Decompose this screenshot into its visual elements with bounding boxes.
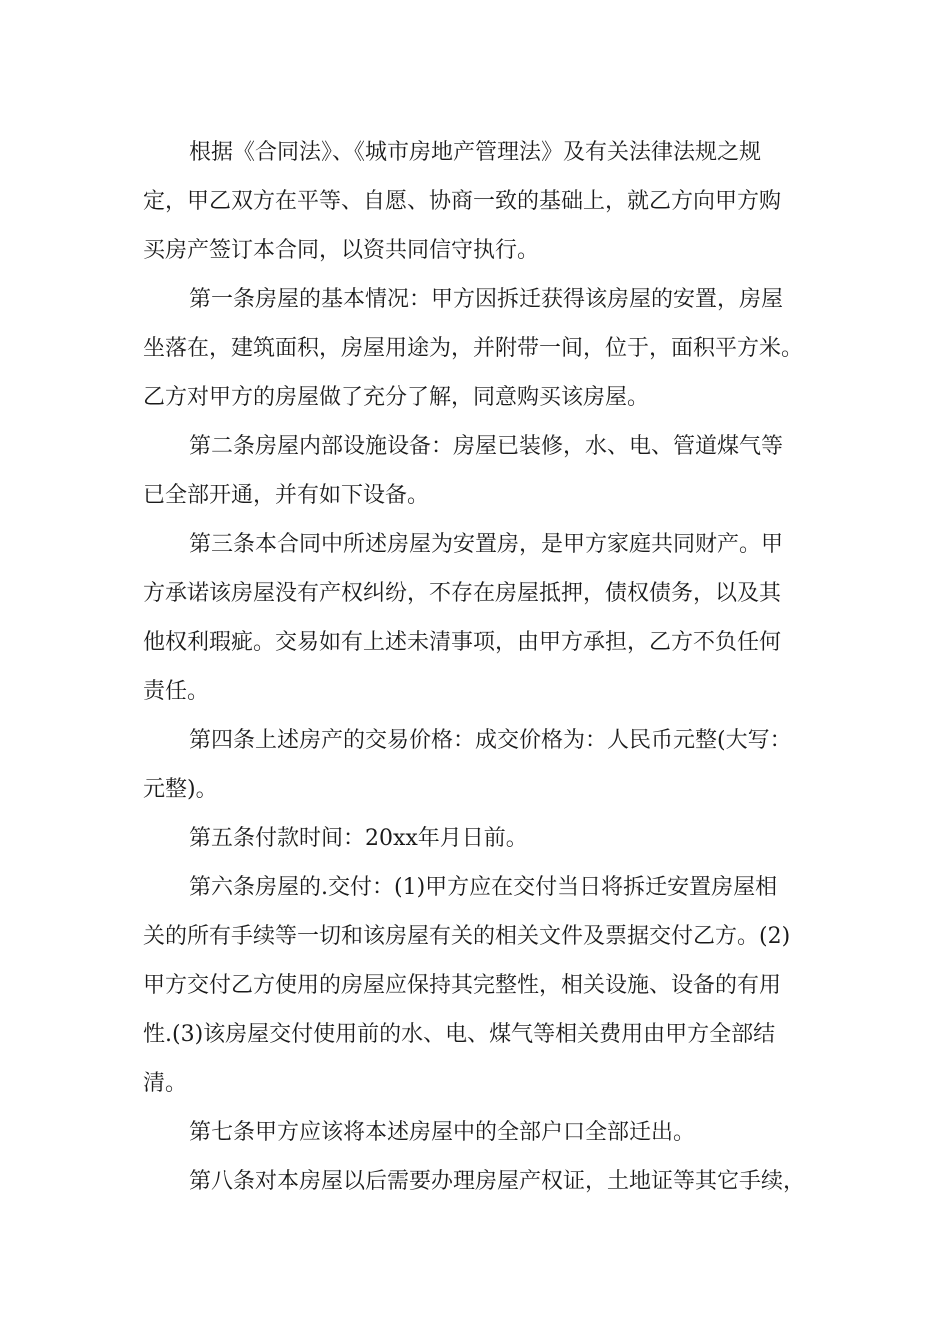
paragraph-line: 第八条对本房屋以后需要办理房屋产权证，土地证等其它手续， [189,1169,806,1194]
paragraph-line: 甲方交付乙方使用的房屋应保持其完整性，相关设施、设备的有用 [143,973,782,998]
paragraph-line: 第一条房屋的基本情况：甲方因拆迁获得该房屋的安置，房屋 [189,287,784,312]
paragraph-line: 坐落在，建筑面积，房屋用途为，并附带一间，位于，面积平方米。 [143,336,804,361]
paragraph-line: 性.(3)该房屋交付使用前的水、电、煤气等相关费用由甲方全部结 [143,1022,776,1047]
paragraph-line: 定，甲乙双方在平等、自愿、协商一致的基础上，就乙方向甲方购 [143,189,782,214]
paragraph-line: 买房产签订本合同，以资共同信守执行。 [143,238,540,263]
paragraph-line: 第五条付款时间：20xx年月日前。 [189,826,528,851]
paragraph-line: 清。 [143,1071,188,1096]
paragraph-line: 第四条上述房产的交易价格：成交价格为：人民币元整(大写： [189,728,792,753]
paragraph-line: 责任。 [143,679,210,704]
paragraph-line: 关的所有手续等一切和该房屋有关的相关文件及票据交付乙方。(2) [143,924,791,949]
paragraph-line: 乙方对甲方的房屋做了充分了解，同意购买该房屋。 [143,385,650,410]
paragraph-line: 第二条房屋内部设施设备：房屋已装修，水、电、管道煤气等 [189,434,784,459]
paragraph-line: 根据《合同法》、《城市房地产管理法》及有关法律法规之规 [189,140,762,165]
paragraph-line: 他权利瑕疵。交易如有上述未清事项，由甲方承担，乙方不负任何 [143,630,782,655]
paragraph-line: 第七条甲方应该将本述房屋中的全部户口全部迁出。 [189,1120,696,1145]
paragraph-line: 元整)。 [143,777,218,802]
contract-body [143,128,811,1206]
paragraph-line: 方承诺该房屋没有产权纠纷，不存在房屋抵押，债权债务，以及其 [143,581,782,606]
paragraph-line: 第六条房屋的.交付：(1)甲方应在交付当日将拆迁安置房屋相 [189,875,778,900]
paragraph-line: 第三条本合同中所述房屋为安置房，是甲方家庭共同财产。甲 [189,532,784,557]
paragraph-line: 已全部开通，并有如下设备。 [143,483,430,508]
